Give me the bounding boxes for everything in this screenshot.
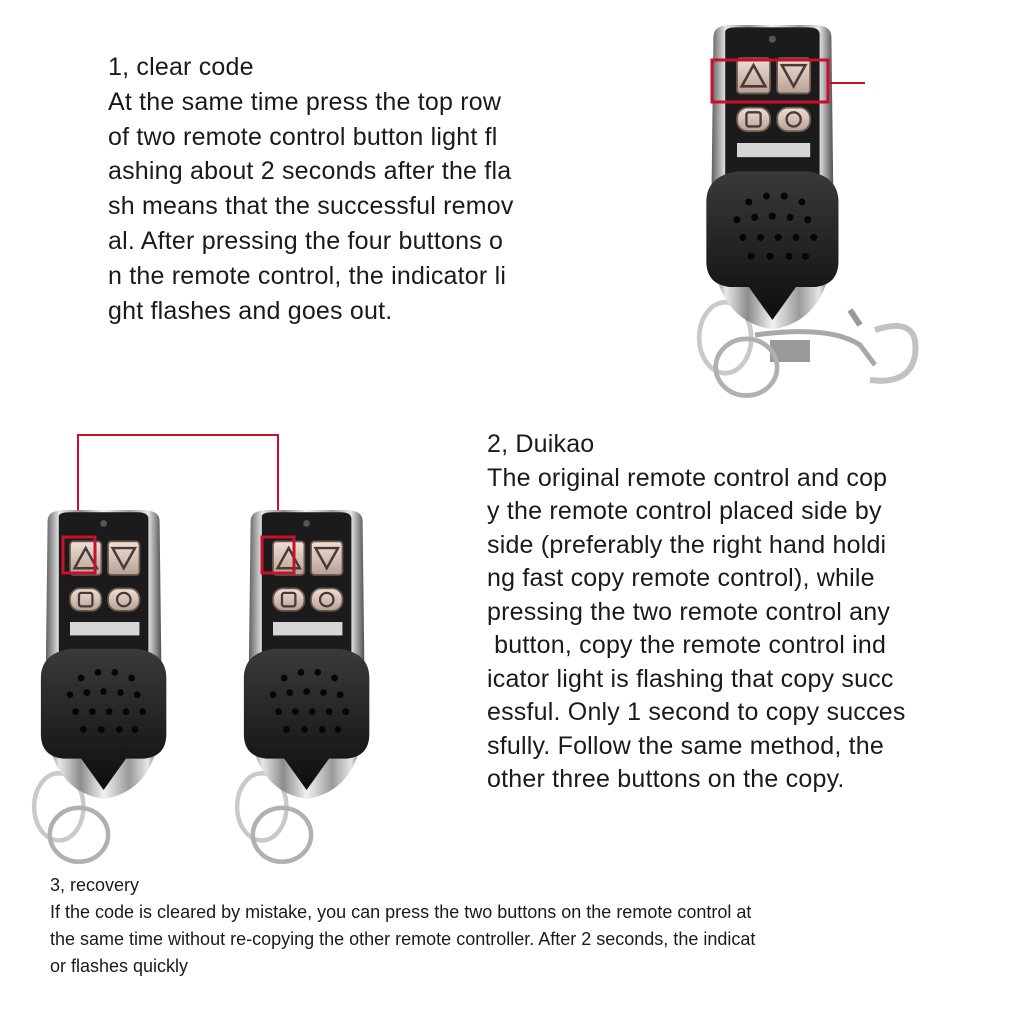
paragraph-line: button, copy the remote control ind	[487, 631, 887, 659]
paragraph-line: The original remote control and cop	[487, 463, 888, 492]
paragraph-line: side (preferably the right hand holdi	[487, 530, 887, 559]
paragraph-line: al. After pressing the four buttons o	[108, 226, 504, 255]
paragraph-line: If the code is cleared by mistake, you can press the two buttons on the remote control at	[50, 902, 752, 922]
paragraph-line: or flashes quickly	[50, 956, 189, 976]
paired-remotes-illustration	[20, 425, 420, 845]
paragraph-line: sh means that the successful remov	[108, 192, 514, 221]
paragraph-line: of two remote control button light fl	[108, 122, 498, 151]
paragraph-line: At the same time press the top row	[108, 87, 502, 116]
section-duikao	[487, 428, 906, 797]
paragraph-line: sfully. Follow the same method, the	[487, 731, 884, 760]
paragraph-line: ng fast copy remote control), while	[487, 564, 875, 592]
paragraph-line: icator light is flashing that copy succ	[487, 664, 894, 693]
section-heading: 2, Duikao	[487, 430, 595, 458]
section-heading: 3, recovery	[50, 875, 140, 895]
section-recovery	[50, 872, 755, 980]
paragraph-line: n the remote control, the indicator li	[108, 261, 507, 290]
paragraph-line: essful. Only 1 second to copy succes	[487, 698, 906, 726]
paragraph-line: y the remote control placed side by	[487, 497, 882, 525]
paragraph-line: ght flashes and goes out.	[108, 296, 393, 325]
remote-control-illustration	[660, 25, 960, 405]
section-clear-code	[108, 50, 514, 328]
paragraph-line: the same time without re-copying the other remote controller. After 2 seconds, the indicat	[50, 929, 756, 949]
paragraph-line: other three buttons on the copy.	[487, 765, 845, 793]
paragraph-line: pressing the two remote control any	[487, 597, 891, 626]
paragraph-line: ashing about 2 seconds after the fla	[108, 157, 512, 186]
section-heading: 1, clear code	[108, 53, 254, 81]
